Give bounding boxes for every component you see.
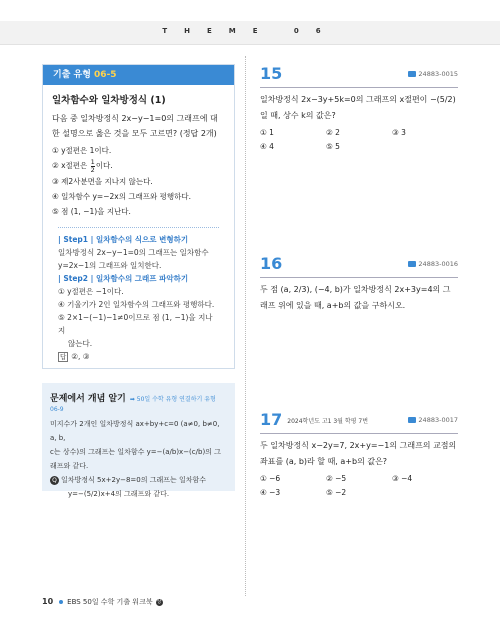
step1-heading: | Step1 | 일차함수의 식으로 변형하기 [58,234,189,244]
choice-item: ⑤ −2 [326,488,347,497]
answer-mark: 답 [60,352,67,361]
step2-line-2: ④ 기울기가 2인 일차함수의 그래프와 평행하다. [58,299,215,309]
page-footer [42,597,163,607]
card-label: 기출 유형 [53,70,95,80]
footer-dot-icon [59,600,63,604]
problem-code [408,260,458,268]
concept-box [42,383,235,498]
choice-item: ⑤ 5 [326,142,340,151]
concept-q-text-1: 일차방정식 5x+2y−8=0의 그래프는 일차함수 [61,476,207,484]
choice-3: ③ 제2사분면을 지나지 않는다. [52,176,153,186]
card-number: 06-5 [94,70,117,80]
choice-4: ④ 일차함수 y=−2x의 그래프와 평행하다. [52,191,192,201]
problem-code-text: 24883-0015 [418,70,458,78]
problem-text: 두 일차방정식 x−2y=7, 2x+y=−1의 그래프의 교점의 좌표를 (a, b)라 할 때, a+b의 값은? [260,441,457,466]
q-icon: Q [50,476,59,485]
choice-2-fraction [91,159,95,174]
step1-line-2: y=2x−1의 그래프와 일치한다. [58,260,162,270]
example-card [42,64,235,369]
concept-title [50,391,227,414]
choice-item: ④ −3 [260,488,281,497]
choice-2-suffix: 이다. [95,161,113,170]
problem-code-text: 24883-0016 [418,260,458,268]
problem-code-text: 24883-0017 [418,416,458,424]
problem-17 [260,410,458,500]
concept-q-line-2: y=−(5/2)x+4의 그래프와 같다. [68,490,170,498]
frac-den: 2 [90,165,95,174]
problem-code [408,70,458,78]
theme-label: THEME 06 [162,27,338,35]
column-divider [245,56,246,596]
choice-item: ② 2 [326,128,340,137]
choice-2-text: ② x절편은 [52,161,90,170]
problem-16 [260,254,458,314]
code-icon [408,417,416,423]
problem-text: 두 점 (a, 2/3), (−4, b)가 일차방정식 2x+3y=4의 그래프 위에 있을 때, a+b의 값을 구하시오. [260,285,451,310]
step2-line-4: 않는다. [68,338,93,348]
choice-item: ③ 3 [392,128,406,137]
problem-code [408,416,458,424]
problem-number: 15 [260,64,283,83]
choice-2 [52,158,225,174]
choice-5: ⑤ 점 (1, −1)을 지난다. [52,206,131,216]
problem-number: 16 [260,254,283,273]
theme-header-bar [0,21,500,45]
code-icon [408,71,416,77]
concept-line-2: c는 상수)의 그래프는 일차함수 y=−(a/b)x−(c/b)의 그래프와 같다. [50,448,221,470]
answer-line [58,350,219,363]
problem-source: 2024학년도 고1 3월 학평 7번 [287,418,368,425]
level-badge: 상 [156,598,162,605]
page-number: 10 [42,597,54,606]
step2-line-3: ⑤ 2×1−(−1)−1≠0이므로 점 (1, −1)을 지나지 [58,312,213,335]
code-icon [408,261,416,267]
solution-box [58,227,219,363]
problem-text: 일차방정식 2x−3y+5k=0의 그래프의 x절편이 −(5/2)일 때, 상수 k의 값은? [260,95,456,120]
problem-15 [260,64,458,154]
concept-line-1: 미지수가 2개인 일차방정식 ax+by+c=0 (a≠0, b≠0, a, b, [50,420,220,442]
problem-separator [260,87,458,88]
choice-item: ② −5 [326,474,347,483]
card-header [43,65,234,85]
choice-1: ① y절편은 1이다. [52,146,112,155]
problem-choices [260,472,458,500]
step2-heading: | Step2 | 일차함수의 그래프 파악하기 [58,273,189,283]
book-title: EBS 50일 수학 기출 워크북 [67,598,153,606]
frac-num: 1 [90,157,95,166]
concept-link[interactable]: ➡ 50일 수학 유형 연결하기 유형 06-9 [50,396,216,413]
step2-line-1: ① y절편은 −1이다. [58,286,124,296]
problem-choices [260,126,458,154]
problem-separator [260,277,458,278]
concept-title-text: 문제에서 개념 알기 [50,394,126,404]
card-question: 다음 중 일차방정식 2x−y−1=0의 그래프에 대한 설명으로 옳은 것을 모두 고르면? (정답 2개) [52,114,218,138]
problem-number: 17 [260,410,283,429]
choice-item: ③ −4 [392,474,413,483]
problem-separator [260,433,458,434]
card-title: 일차함수와 일차방정식 (1) [52,95,166,106]
choice-item: ④ 4 [260,142,274,151]
choice-item: ① 1 [260,128,274,137]
step1-line-1: 일차방정식 2x−y−1=0의 그래프는 일차함수 [58,247,209,257]
choice-item: ① −6 [260,474,281,483]
answer-value: ②, ③ [71,351,90,361]
concept-q-line-1 [50,473,227,487]
